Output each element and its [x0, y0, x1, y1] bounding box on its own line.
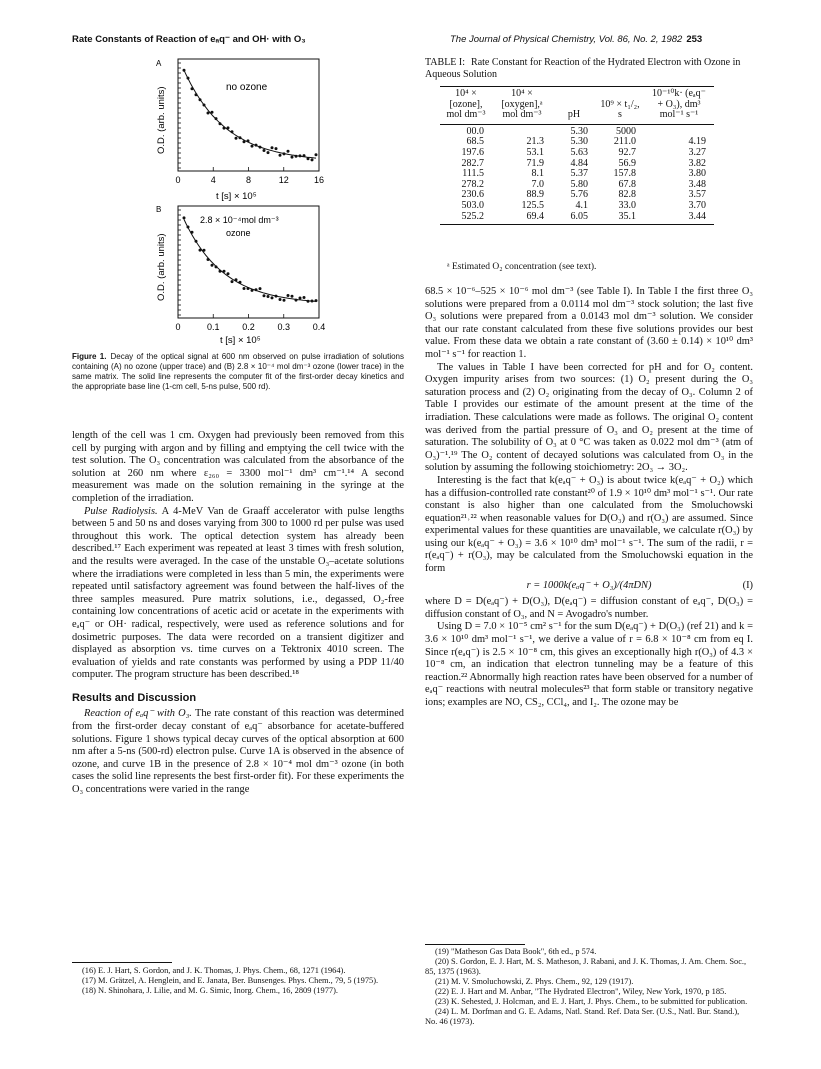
table-cell: 82.8 [618, 189, 636, 201]
data-point [287, 294, 290, 297]
footnote: (16) E. J. Hart, S. Gordon, and J. K. Thomas, J. Phys. Chem., 68, 1271 (1964). [82, 966, 346, 975]
paragraph: Using D = 7.0 × 10⁻⁵ cm² s⁻¹ for the sum D(eₐq⁻) + D(O₃) (ref 21) and k = 3.6 × 10¹⁰ dm³ mol⁻¹ s⁻¹, we derive a value of r = 6.8 × 10⁻⁸ cm from eq I. Since r(eₐq⁻) is 2.5 × 10⁻⁸ cm, this gives an exceptionally high r(O₃) of 4.3 × 10⁻⁸ cm, an indication that electron tunneling may be a feature of this reaction.²² Abnormally high reaction rates have been observed for a number of eₐq⁻ reactions with neutral molecules²³ that form stable or transitory negative ions; examples are NO, CS₂, CCl₄, and I₂. The ozone may be [425, 621, 753, 708]
equation-text: r = 1000k(eₐq⁻ + O₃)/(4πDN) [526, 579, 652, 591]
figure-1 [150, 56, 325, 346]
figure-1-plots [150, 56, 325, 346]
data-point [215, 117, 218, 120]
data-point [243, 140, 246, 143]
data-point [187, 226, 190, 229]
paragraph-run-in-heading: Reaction of eₐq⁻ with O₃. [84, 708, 192, 720]
data-point [247, 287, 250, 290]
data-point [243, 287, 246, 290]
x-tick-label: 16 [313, 175, 325, 185]
table-cell: 278.2 [461, 178, 484, 190]
table-header: 10⁴ × [oxygen],ᵃ mol dm⁻³ [492, 87, 552, 125]
x-tick-label: 0.3 [277, 322, 291, 332]
panel-a-letter: A [156, 59, 162, 68]
data-point [291, 156, 294, 159]
table-title-label: TABLE I: [425, 57, 466, 68]
footnote: (17) M. Grätzel, A. Henglein, and E. Janata, Ber. Bunsenges. Phys. Chem., 79, 5 (1975). [82, 976, 379, 985]
table-1 [440, 86, 714, 225]
data-point [279, 298, 282, 301]
x-tick-label: 0 [175, 322, 181, 332]
panel-b-letter: B [156, 205, 162, 214]
paragraph-run-in-heading: Pulse Radiolysis. [84, 505, 158, 517]
table-cell: 4.1 [575, 199, 588, 211]
data-point [219, 122, 222, 125]
table-cell: 69.4 [492, 212, 552, 225]
figure-caption [72, 352, 404, 392]
right-column [425, 286, 753, 710]
data-point [259, 287, 262, 290]
table-cell: 211.0 [613, 136, 636, 148]
section-heading: Results and Discussion [72, 691, 197, 704]
data-point [231, 280, 234, 283]
table-cell: 5.63 [570, 146, 588, 158]
panel-a-xtick-labels [175, 167, 324, 185]
panel-b-xlabel: t [s] × 10⁵ [220, 335, 261, 346]
table-cell: 230.6 [461, 189, 484, 201]
table-title [425, 57, 760, 81]
table-cell: 6.05 [552, 212, 596, 225]
figure-caption-label: Figure 1. [72, 352, 107, 361]
data-point [275, 147, 278, 150]
data-point [271, 146, 274, 149]
footnote: (18) N. Shinohara, J. Lilie, and M. G. Simic, Inorg. Chem., 16, 2809 (1977). [82, 986, 338, 995]
data-point [271, 296, 274, 299]
table-cell: 3.44 [644, 212, 714, 225]
panel-a [156, 59, 324, 202]
journal-citation: The Journal of Physical Chemistry, Vol. 86, No. 2, 1982 [450, 34, 683, 45]
paragraph: The values in Table I have been corrected for pH and for O₂ content. Oxygen impurity arises from two sources: (1) O₂ present during the O₃ saturation process and (2) O₂ originating from the decay of O₃. Column 2 of Table I provides our estimate of the amount present at the time of the irradiation. These calculations were made as follows. The original O₂ content was derived from the partial pressure of O₃ and O₂ present at the time of saturation. The solubility of O₃ at 0 °C was taken as 0.022 mol dm⁻³ (atm of O₃)⁻¹.¹⁹ The O₂ content of decayed solutions was calculated from O₃ in the solution by assuming the following stoichiometry: 2O₃ → 3O₂. [425, 361, 753, 474]
data-point [251, 289, 254, 292]
data-point [311, 300, 314, 303]
panel-b-label-line2: ozone [226, 228, 251, 238]
footnote: (20) S. Gordon, E. J. Hart, M. S. Matheson, J. Rabani, and J. K. Thomas, J. Am. Chem. Soc., 85, 1375 (1963). [425, 957, 747, 976]
table-cell: 3.48 [688, 178, 706, 190]
panel-a-frame [178, 59, 319, 171]
table-header: 10⁴ × [ozone], mol dm⁻³ [440, 87, 492, 125]
data-point [255, 144, 258, 147]
table-cell: 4.84 [570, 157, 588, 169]
table-cell: 67.8 [618, 178, 636, 190]
data-point [239, 136, 242, 139]
paragraph: 68.5 × 10⁻⁶–525 × 10⁻⁶ mol dm⁻³ (see Table I). In Table I the first three O₃ solutions were prepared from a 0.0114 mol dm⁻³ stock solution; the last five O₃ solutions were prepared from a 0.0143 mol dm⁻³ solution. We consider that our rate constant calculated from these five solutions provides our best value. From these data we obtain a rate constant of (3.60 ± 0.14) × 10¹⁰ dm³ mol⁻¹ s⁻¹ for reaction 1. [425, 286, 753, 360]
panel-a-xlabel: t [s] × 10⁵ [216, 191, 257, 202]
x-tick-label: 0 [175, 175, 181, 185]
table-cell: 5.76 [570, 189, 588, 201]
data-point [299, 297, 302, 300]
data-point [203, 249, 206, 252]
footnote-rule-right [425, 944, 525, 945]
running-head-right [450, 34, 702, 45]
x-tick-label: 0.2 [242, 322, 255, 332]
data-point [187, 77, 190, 80]
page-number: 253 [686, 34, 703, 45]
paragraph: Interesting is the fact that k(eₐq⁻ + O₃) is about twice k(eₐq⁻ + O₂) which has a diffusion-controlled rate constant²⁰ of 1.9 × 10¹⁰ dm³ mol⁻¹ s⁻¹. Our rate constant is also higher than one calculated from the Smoluchowski equation²¹˒²² when reasonable values for D(O₃) and r(O₃) are assumed. Since experimental values for these quantities are unavailable, we calculate r(O₃) by using our k(eₐq⁻ + O₃) = 3.6 × 10¹⁰ dm³ mol⁻¹ s⁻¹. The sum of the radii, r = r(eₐq⁻) + r(O₃), may be calculated from the Smoluchowski equation in the form [425, 474, 753, 575]
equation-number: (I) [742, 579, 753, 591]
footnote: (19) "Matheson Gas Data Book", 6th ed., p 574. [435, 947, 597, 956]
table-cell: 88.9 [526, 189, 544, 201]
data-point [235, 137, 238, 140]
data-point [223, 127, 226, 130]
table-row [440, 201, 714, 212]
table-footnote: ᵃ Estimated O₂ concentration (see text). [447, 262, 597, 272]
x-tick-label: 12 [278, 175, 289, 185]
table-cell: 33.0 [618, 199, 636, 211]
table-cell: 68.5 [466, 136, 484, 148]
table-header: pH [552, 87, 596, 125]
paragraph [72, 506, 404, 682]
table-cell: 5.30 [570, 125, 588, 137]
paragraph: length of the cell was 1 cm. Oxygen had previously been removed from this cell by purging with argon and by filling and emptying the cell twice with the test solution. The O₃ concentration was calculated from the absorbance of the solution at 260 nm where ε₂₆₀ = 3300 mol⁻¹ dm³ cm⁻¹.¹⁴ A second measurement was made on the solution remaining in the syringe at the completion of the irradiation. [72, 430, 404, 504]
running-head-left: Rate Constants of Reaction of eₐq⁻ and OH· with O₃ [72, 34, 306, 45]
data-point [315, 299, 318, 302]
table-cell: 00.0 [466, 125, 484, 137]
data-point [307, 300, 310, 303]
data-point [247, 139, 250, 142]
data-point [191, 231, 194, 234]
table-cell: 503.0 [461, 199, 484, 211]
data-point [219, 270, 222, 273]
table-cell: 8.1 [531, 168, 544, 180]
table-cell: 3.27 [688, 146, 706, 158]
table-header: 10⁹ × t₁/₂, s [596, 87, 644, 125]
table-cell: 4.19 [688, 136, 706, 148]
left-column [72, 430, 404, 797]
data-point [299, 154, 302, 157]
table-cell: 56.9 [618, 157, 636, 169]
x-tick-label: 4 [210, 175, 216, 185]
data-point [259, 146, 262, 149]
table-cell: 35.1 [596, 212, 644, 225]
table-cell: 71.9 [526, 157, 544, 169]
panel-b [156, 205, 325, 346]
footnote-rule-left [72, 962, 172, 963]
table-cell: 92.7 [618, 146, 636, 158]
table-cell: 3.70 [688, 199, 706, 211]
data-point [251, 145, 254, 148]
data-point [195, 93, 198, 96]
panel-a-ylabel: O.D. (arb. units) [156, 86, 167, 154]
table-row [440, 212, 714, 225]
footnote: (23) K. Sehested, J. Holcman, and E. J. Hart, J. Phys. Chem., to be submitted for publication. [435, 997, 748, 1006]
data-point [199, 98, 202, 101]
footnote: (24) L. M. Dorfman and G. E. Adams, Natl. Stand. Ref. Data Ser. (U.S., Natl. Bur. Stand.), No. 46 (1973). [425, 1007, 740, 1026]
table-body [440, 124, 714, 224]
table-cell: 5000 [616, 125, 636, 137]
figure-caption-text: Decay of the optical signal at 600 nm observed on pulse irradiation of solutions containing (A) no ozone (upper trace) and (B) 2.8 × 10⁻⁴ mol dm⁻³ ozone (lower trace) in the same matrix. The solid line represents the computer fit of the first-order decay kinetics and the appropriate base line (1-cm cell, 5-ns pulse, 500 rd). [72, 352, 404, 391]
data-point [183, 69, 186, 72]
paragraph-text: A 4-MeV Van de Graaff accelerator with pulse lengths between 5 and 50 ns and doses varying from 300 to 1000 rd per pulse was used throughout this work. The optical detection system has already been described.¹⁷ Each experiment was repeated at least 3 times with fresh solution, and the results were averaged. In the case of the unstable O₃–acetate solutions where the irradiations were completed in less than 5 min, the experiments were repeated until satisfactory agreement was found between the half-lives of the three samples measured. Pure matrix solutions, i.e., degassed, O₂-free containing low concentrations of acetic acid or acetate in the experiments with eₐq⁻ or OH· radical, respectively, were used as reference solutions and for dosimetric purposes. The data were recorded on a transient digitizer and displayed as absorption vs. time curves on a Tektronix 4010 screen. The evaluation of yields and rate constants was performed by using a PDP 11/40 computer. The program structure has been described.¹⁸ [72, 505, 404, 681]
x-tick-label: 0.4 [312, 322, 325, 332]
table-cell: 197.6 [461, 146, 484, 158]
panel-a-label: no ozone [226, 82, 268, 93]
panel-b-xtick-labels [175, 314, 325, 332]
data-point [211, 264, 214, 267]
table-cell: 5.80 [570, 178, 588, 190]
data-point [223, 270, 226, 273]
table-cell: 282.7 [461, 157, 484, 169]
footnote: (22) E. J. Hart and M. Anbar, "The Hydrated Electron", Wiley, New York, 1970, p 185. [435, 987, 727, 996]
table-cell: 3.80 [688, 168, 706, 180]
data-point [215, 265, 218, 268]
data-point [255, 288, 258, 291]
footnotes-left [72, 966, 404, 996]
data-point [295, 155, 298, 158]
table-cell: 157.8 [613, 168, 636, 180]
data-point [279, 154, 282, 157]
footnotes-right [425, 947, 753, 1027]
table-cell: 53.1 [526, 146, 544, 158]
data-point [183, 216, 186, 219]
table-cell: 3.57 [688, 189, 706, 201]
data-point [275, 295, 278, 298]
data-point [199, 249, 202, 252]
table-cell: 125.5 [521, 199, 544, 211]
data-point [267, 295, 270, 298]
data-point [207, 112, 210, 115]
data-point [267, 151, 270, 154]
data-point [303, 154, 306, 157]
panel-b-label-line1: 2.8 × 10⁻⁴mol dm⁻³ [200, 215, 279, 225]
table-cell: 525.2 [440, 212, 492, 225]
paragraph: where D = D(eₐq⁻) + D(O₃), D(eₐq⁻) = diffusion constant of eₐq⁻, D(O₃) = diffusion constant of O₃, and N = Avogadro's number. [425, 596, 753, 620]
table-cell: 5.37 [570, 168, 588, 180]
data-point [283, 152, 286, 155]
data-point [231, 130, 234, 133]
x-tick-label: 0.1 [206, 322, 220, 332]
data-point [263, 149, 266, 152]
equation [425, 580, 753, 593]
data-point [211, 111, 214, 114]
table-cell: 111.5 [462, 168, 484, 180]
data-point [191, 87, 194, 90]
data-point [195, 240, 198, 243]
x-tick-label: 8 [245, 175, 252, 185]
data-point [235, 278, 238, 281]
data-point [295, 299, 298, 302]
table-cell: 21.3 [526, 136, 544, 148]
data-point [287, 150, 290, 153]
data-point [315, 153, 318, 156]
table-cell: 5.30 [570, 136, 588, 148]
data-point [303, 296, 306, 299]
data-point [227, 272, 230, 275]
data-point [311, 158, 314, 161]
paragraph-text: The rate constant of this reaction was determined from the first-order decay constant of eₐq⁻ absorbance for acetate-buffered solutions. Figure 1 shows typical decay curves of the optical absorption at 600 nm after a 5-ns (500-rd) electron pulse. Curve 1A is observed in the absence of ozone, and curve 1B in the presence of 2.8 × 10⁻⁴ mol dm⁻³ ozone (in both cases the solid line represents the best first-order fit). For these experiments the O₃ concentrations were varied in the range [72, 708, 404, 796]
table-header: 10⁻¹⁰k· (eₐq⁻ + O₃), dm³ mol⁻¹ s⁻¹ [644, 87, 714, 125]
data-point [203, 104, 206, 107]
table-title-text: Rate Constant for Reaction of the Hydrated Electron with Ozone in Aqueous Solution [425, 57, 741, 80]
table-cell: 3.82 [688, 157, 706, 169]
table-header-row [440, 87, 714, 125]
data-point [307, 157, 310, 160]
data-point [207, 258, 210, 261]
table-cell: 7.0 [531, 178, 544, 190]
data-point [283, 299, 286, 302]
data-point [263, 294, 266, 297]
data-point [291, 295, 294, 298]
data-point [239, 281, 242, 284]
panel-b-ylabel: O.D. (arb. units) [156, 233, 167, 301]
footnote: (21) M. V. Smoluchowski, Z. Phys. Chem., 92, 129 (1917). [435, 977, 634, 986]
paragraph [72, 708, 404, 796]
table-row [440, 148, 714, 159]
data-point [227, 126, 230, 129]
